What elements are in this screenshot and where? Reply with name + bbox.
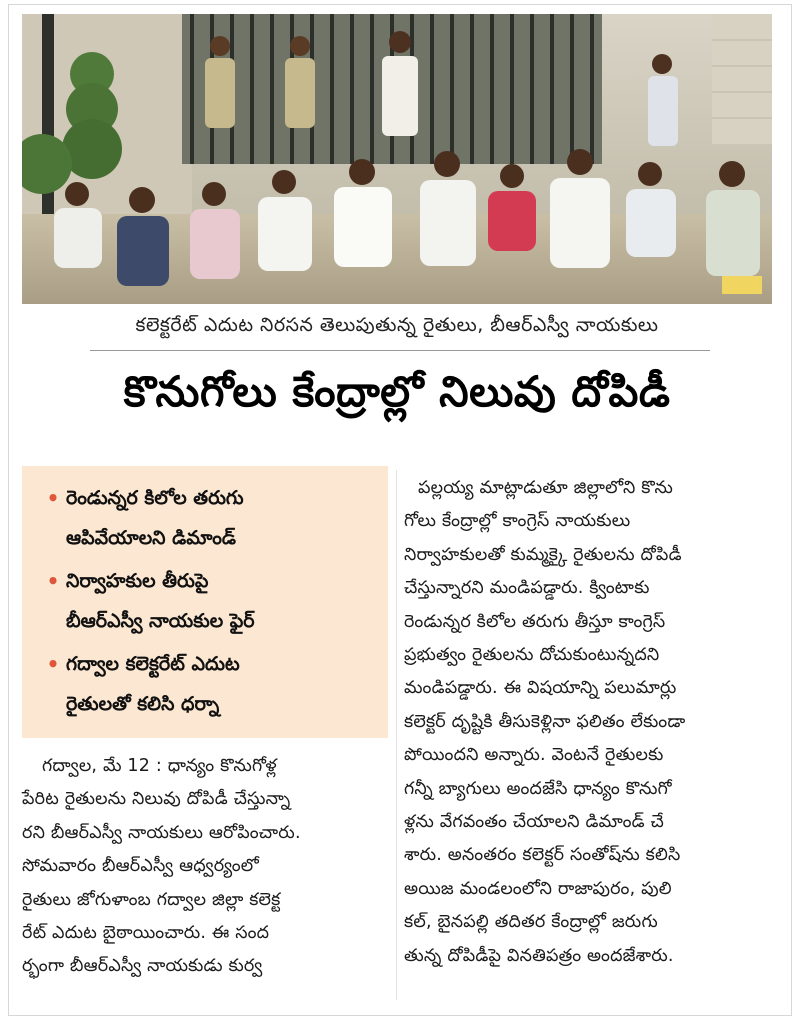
- protest-photo: [22, 14, 772, 304]
- body-line: రైతులు జోగుళాంబ గద్వాల జిల్లా కలెక్ట: [22, 889, 281, 910]
- body-line: గన్నీ బ్యాగులు అందజేసి ధాన్యం కొనుగో: [404, 778, 672, 799]
- highlight-item: [44, 561, 374, 641]
- highlight-line: రెండున్నర కిలోల తరుగు: [66, 487, 244, 509]
- body-line: రెండున్నర కిలోల తరుగు తీస్తూ కాంగ్రెస్: [404, 611, 666, 632]
- body-line: కలెక్టర్ దృష్టికి తీసుకెళ్లినా ఫలితం లేకుండా: [404, 711, 686, 732]
- body-line: పోయిందని అన్నారు. వెంటనే రైతులకు: [404, 745, 664, 766]
- body-line: ర్భంగా బీఆర్ఎస్వీ నాయకుడు కుర్వ: [22, 956, 263, 977]
- highlight-item: [44, 644, 374, 724]
- body-line: పేరిట రైతులను నిలువు దోపిడీ చేస్తున్నా: [22, 789, 291, 810]
- photo-caption: కలెక్టరేట్ ఎదుట నిరసన తెలుపుతున్న రైతులు, బీఆర్ఎస్వీ నాయకులు: [135, 314, 659, 336]
- highlight-line: ఆపివేయాలని డిమాండ్: [66, 527, 236, 549]
- body-line: కల్, బైనపల్లి తదితర కేంద్రాల్లో జరుగు: [404, 912, 658, 933]
- highlight-line: గద్వాల కలెక్టరేట్ ఎదుట: [66, 653, 240, 675]
- body-line: తున్న దోపిడీపై వినతిపత్రం అందజేశారు.: [404, 945, 674, 966]
- bullet-icon: •: [46, 486, 60, 510]
- body-line: చేస్తున్నారని మండిపడ్డారు. క్వింటాకు: [404, 578, 650, 599]
- body-line: గోలు కేంద్రాల్లో కాంగ్రెస్ నాయకులు: [404, 511, 631, 532]
- body-line: రేట్ ఎదుట బైఠాయించారు. ఈ సంద: [22, 923, 270, 944]
- bullet-icon: •: [46, 569, 60, 593]
- protest-photo-graphic: [22, 14, 772, 304]
- body-line: గద్వాల, మే 12 : ధాన్యం కొనుగోళ్ల: [42, 756, 277, 776]
- body-line: నిర్వాహకులతో కుమ్మక్కై రైతులను దోపిడీ: [404, 544, 682, 565]
- body-line: ళ్లను వేగవంతం చేయాలని డిమాండ్ చే: [404, 812, 665, 833]
- caption-divider: [90, 350, 710, 351]
- body-line: శారు. అనంతరం కలెక్టర్ సంతోష్‌ను కలిసి: [404, 845, 681, 866]
- highlight-line: రైతులతో కలిసి ధర్నా: [66, 693, 220, 715]
- highlight-item: [44, 478, 374, 558]
- body-line: రని బీఆర్ఎస్వీ నాయకులు ఆరోపించారు.: [22, 822, 301, 843]
- body-line: సోమవారం బీఆర్ఎస్వీ ఆధ్వర్యంలో: [22, 856, 259, 877]
- highlights-box: [22, 466, 388, 738]
- highlight-line: నిర్వాహకుల తీరుపై: [66, 570, 209, 592]
- body-line: మండిపడ్డారు. ఈ విషయాన్ని పలుమార్లు: [404, 678, 677, 699]
- highlight-line: బీఆర్ఎస్వీ నాయకుల ఫైర్: [66, 610, 255, 632]
- body-column-right: [404, 472, 774, 973]
- headline: కొనుగోలు కేంద్రాల్లో నిలువు దోపిడీ: [123, 367, 671, 416]
- body-column-left: [22, 750, 388, 984]
- bullet-icon: •: [46, 652, 60, 676]
- body-line: అయిజ మండలంలోని రాజాపురం, పులి: [404, 878, 672, 899]
- body-line: ప్రభుత్వం రైతులను దోచుకుంటున్నదని: [404, 645, 660, 666]
- body-line: పల్లయ్య మాట్లాడుతూ జిల్లాలోని కొను: [418, 478, 674, 498]
- column-divider: [396, 470, 397, 1000]
